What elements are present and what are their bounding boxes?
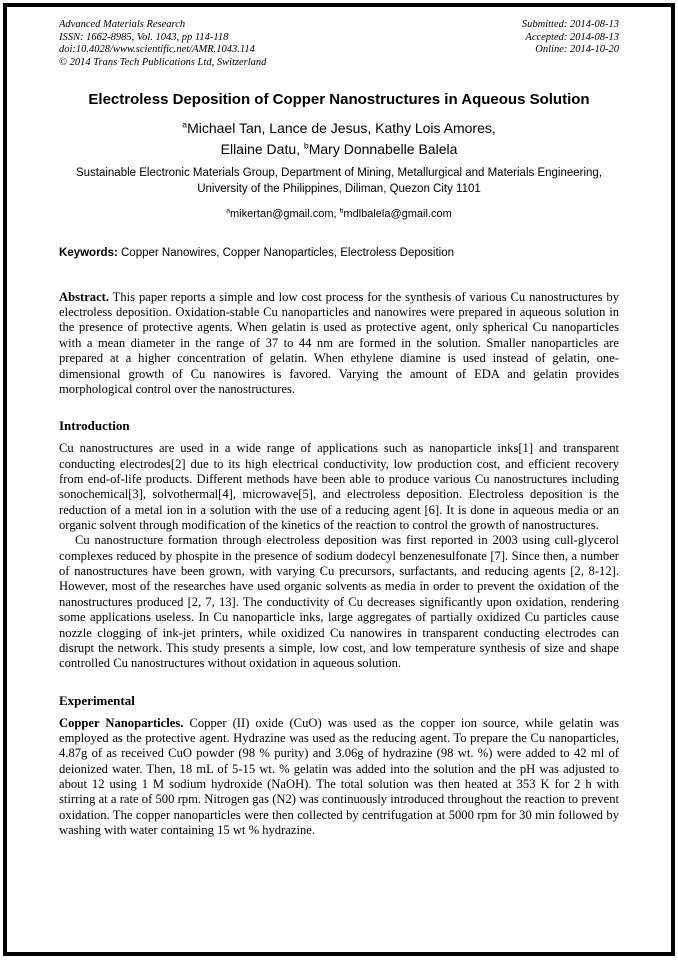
journal-info bbox=[59, 19, 266, 69]
author-emails bbox=[59, 208, 619, 220]
abstract-text: This paper reports a simple and low cost process for the synthesis of various Cu nanostructures by electroless deposition. Oxidation-stable Cu nanoparticles and nanowires were prepared in aqueous solution in the presence of protective agents. When gelatin is used as protective agent, only spherical Cu nanoparticles with a mean diameter in the range of 37 to 44 nm are formed in the solution. Smaller nanoparticles are prepared at a higher concentration of gelatin. When ethylene diamine is used instead of gelatin, one-dimensional growth of Cu nanowires is favored. Varying the amount of EDA and gelatin provides morphological control over the nanostructures. bbox=[59, 289, 619, 396]
author-affiliation-mark-a: a bbox=[182, 119, 188, 130]
abstract-paragraph bbox=[59, 290, 619, 398]
keywords-line bbox=[59, 247, 619, 259]
experimental-lead-label: Copper Nanoparticles. bbox=[59, 715, 184, 730]
keywords-text: Copper Nanowires, Copper Nanoparticles, Electroless Deposition bbox=[117, 246, 455, 259]
affiliation: Sustainable Electronic Materials Group, Department of Mining, Metallurgical and Materials Engineering, University of the Philippines, Diliman, Quezon City 1101 bbox=[75, 167, 603, 195]
submission-dates bbox=[522, 19, 619, 69]
authors-names-2a: Ellaine Datu, bbox=[220, 141, 304, 158]
authors-names-2b: Mary Donnabelle Balela bbox=[308, 141, 458, 158]
submitted-date: Submitted: 2014-08-13 bbox=[521, 19, 619, 30]
section-heading-experimental: Experimental bbox=[59, 692, 135, 708]
email-mark-b: b bbox=[339, 207, 344, 215]
authors-line-2 bbox=[59, 141, 619, 157]
journal-copyright: © 2014 Trans Tech Publications Ltd, Switzerland bbox=[59, 56, 267, 68]
journal-doi: doi:10.4028/www.scientific.net/AMR.1043.114 bbox=[59, 44, 255, 56]
section-heading-introduction: Introduction bbox=[59, 418, 130, 434]
abstract-label: Abstract. bbox=[59, 289, 110, 304]
experimental-paragraph bbox=[59, 716, 619, 839]
author-affiliation-mark-b: b bbox=[303, 140, 309, 151]
journal-issn-volume: ISSN: 1662-8985, Vol. 1043, pp 114-118 bbox=[59, 31, 229, 43]
accepted-date: Accepted: 2014-08-13 bbox=[525, 31, 619, 43]
paper-title: Electroless Deposition of Copper Nanostructures in Aqueous Solution bbox=[88, 91, 590, 109]
authors-names-1: Michael Tan, Lance de Jesus, Kathy Lois Amores, bbox=[187, 120, 496, 137]
introduction-paragraph-2: Cu nanostructure formation through electroless deposition was first reported in 2003 using cull-glycerol complexes reduced by phospite in the presence of sodium dodecyl benzenesulfonate [7]. Since then, a number of nanostructures have been grown, with varying Cu precursors, surfactants, and reducing agents [2, 8-12]. However, most of the researches have used organic solvents as media in order to prevent the oxidation of the nanostructures produced [2, 7, 13]. The conductivity of Cu decreases significantly upon oxidation, rendering some applications useless. In Cu nanoparticle inks, large aggregates of partially oxidized Cu particles cause nozzle clogging of ink-jet printers, while oxidized Cu nanowires in transparent conducting electrodes can disrupt the network. This study presents a simple, low cost, and low temperature synthesis of size and shape controlled Cu nanostructures without oxidation in aqueous solution. bbox=[59, 533, 619, 671]
experimental-text: Copper (II) oxide (CuO) was used as the copper ion source, while gelatin was employed as the protective agent. Hydrazine was used as the reducing agent. To prepare the Cu nanoparticles, 4.87g of as received CuO powder (98 % purity) and 3.06g of hydrazine (98 wt. %) were added to 42 ml of deionized water. Then, 18 mL of 5-15 wt. % gelatin was added into the solution and the pH was adjusted to about 12 using 1 M sodium hydroxide (NaOH). The total solution was then heated at 353 K for 2 h with stirring at a rate of 500 rpm. Nitrogen gas (N2) was continuously introduced throughout the reaction to prevent oxidation. The copper nanoparticles were then collected by centrifugation at 5000 rpm for 30 min followed by washing with water containing 15 wt % hydrazine. bbox=[59, 715, 619, 838]
email-2: mdlbalela@gmail.com bbox=[343, 207, 452, 220]
introduction-paragraph-1: Cu nanostructures are used in a wide range of applications such as nanoparticle inks[1] and transparent conducting electrodes[2] due to its high electrical conductivity, low production cost, and efficient recovery from end-of-life products. Different methods have been able to produce various Cu nanostructures including sonochemical[3], solvothermal[4], microwave[5], and electroless deposition. Electroless deposition is the reduction of a metal ion in a solution with the use of a reducing agent [6]. It is done in aqueous media or an organic solvent through modification of the kinetics of the reaction to control the growth of nanostructures. bbox=[59, 441, 619, 533]
keywords-label: Keywords: bbox=[59, 246, 118, 259]
journal-header bbox=[59, 19, 619, 69]
authors-line-1 bbox=[59, 120, 619, 136]
journal-name: Advanced Materials Research bbox=[59, 19, 186, 30]
online-date: Online: 2014-10-20 bbox=[535, 44, 619, 56]
email-mark-a: a bbox=[226, 207, 231, 215]
email-1: mikertan@gmail.com, bbox=[230, 207, 340, 220]
paper-page bbox=[3, 3, 675, 956]
